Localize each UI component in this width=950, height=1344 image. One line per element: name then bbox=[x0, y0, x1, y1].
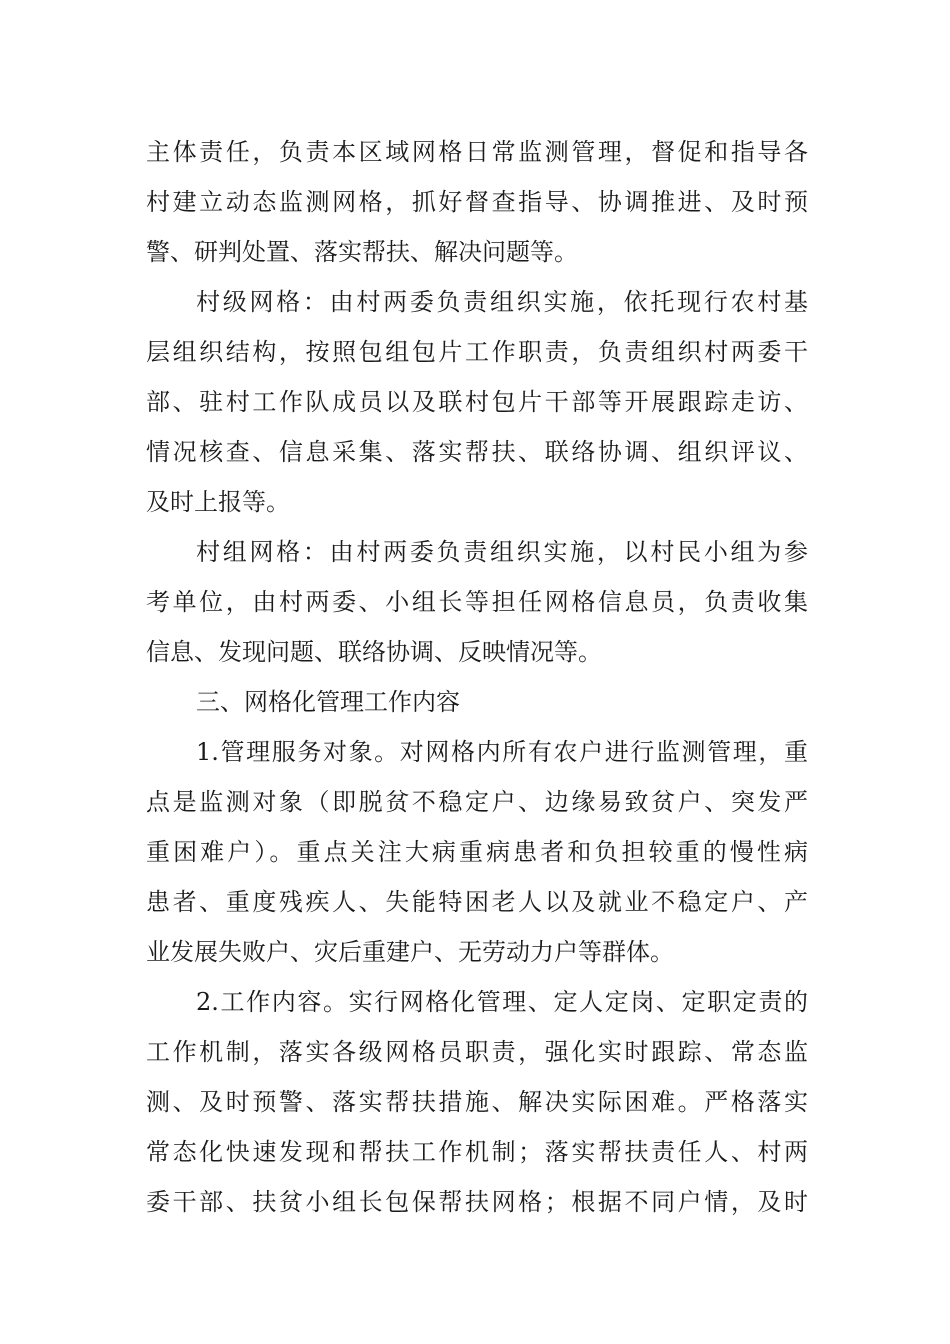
text-line: 工作机制，落实各级网格员职责，强化实时跟踪、常态监 bbox=[146, 1038, 808, 1066]
text-line: 常态化快速发现和帮扶工作机制；落实帮扶责任人、村两 bbox=[146, 1138, 808, 1166]
text-line: 业发展失败户、灾后重建户、无劳动力户等群体。 bbox=[146, 938, 674, 966]
text-line: 村级网格：由村两委负责组织实施，依托现行农村基 bbox=[196, 288, 808, 316]
text-line: 2.工作内容。实行网格化管理、定人定岗、定职定责的 bbox=[196, 988, 808, 1016]
text-line: 部、驻村工作队成员以及联村包片干部等开展跟踪走访、 bbox=[146, 388, 808, 416]
text-line: 村组网格：由村两委负责组织实施，以村民小组为参 bbox=[196, 538, 808, 566]
text-line: 点是监测对象（即脱贫不稳定户、边缘易致贫户、突发严 bbox=[146, 788, 808, 816]
text-line: 患者、重度残疾人、失能特困老人以及就业不稳定户、产 bbox=[146, 888, 808, 916]
text-line: 层组织结构，按照包组包片工作职责，负责组织村两委干 bbox=[146, 338, 808, 366]
text-line: 村建立动态监测网格，抓好督查指导、协调推进、及时预 bbox=[146, 188, 808, 216]
text-line: 主体责任，负责本区域网格日常监测管理，督促和指导各 bbox=[146, 138, 808, 166]
text-line: 重困难户）。重点关注大病重病患者和负担较重的慢性病 bbox=[146, 838, 808, 866]
text-line: 警、研判处置、落实帮扶、解决问题等。 bbox=[146, 238, 578, 266]
text-line: 信息、发现问题、联络协调、反映情况等。 bbox=[146, 638, 602, 666]
text-line: 1.管理服务对象。对网格内所有农户进行监测管理，重 bbox=[196, 738, 808, 766]
text-line: 测、及时预警、落实帮扶措施、解决实际困难。严格落实 bbox=[146, 1088, 808, 1116]
text-line: 三、网格化管理工作内容 bbox=[196, 688, 460, 716]
text-line: 委干部、扶贫小组长包保帮扶网格；根据不同户情，及时 bbox=[146, 1188, 808, 1216]
text-line: 考单位，由村两委、小组长等担任网格信息员，负责收集 bbox=[146, 588, 808, 616]
text-line: 及时上报等。 bbox=[146, 488, 290, 516]
text-line: 情况核查、信息采集、落实帮扶、联络协调、组织评议、 bbox=[146, 438, 808, 466]
document-body bbox=[146, 127, 808, 1227]
